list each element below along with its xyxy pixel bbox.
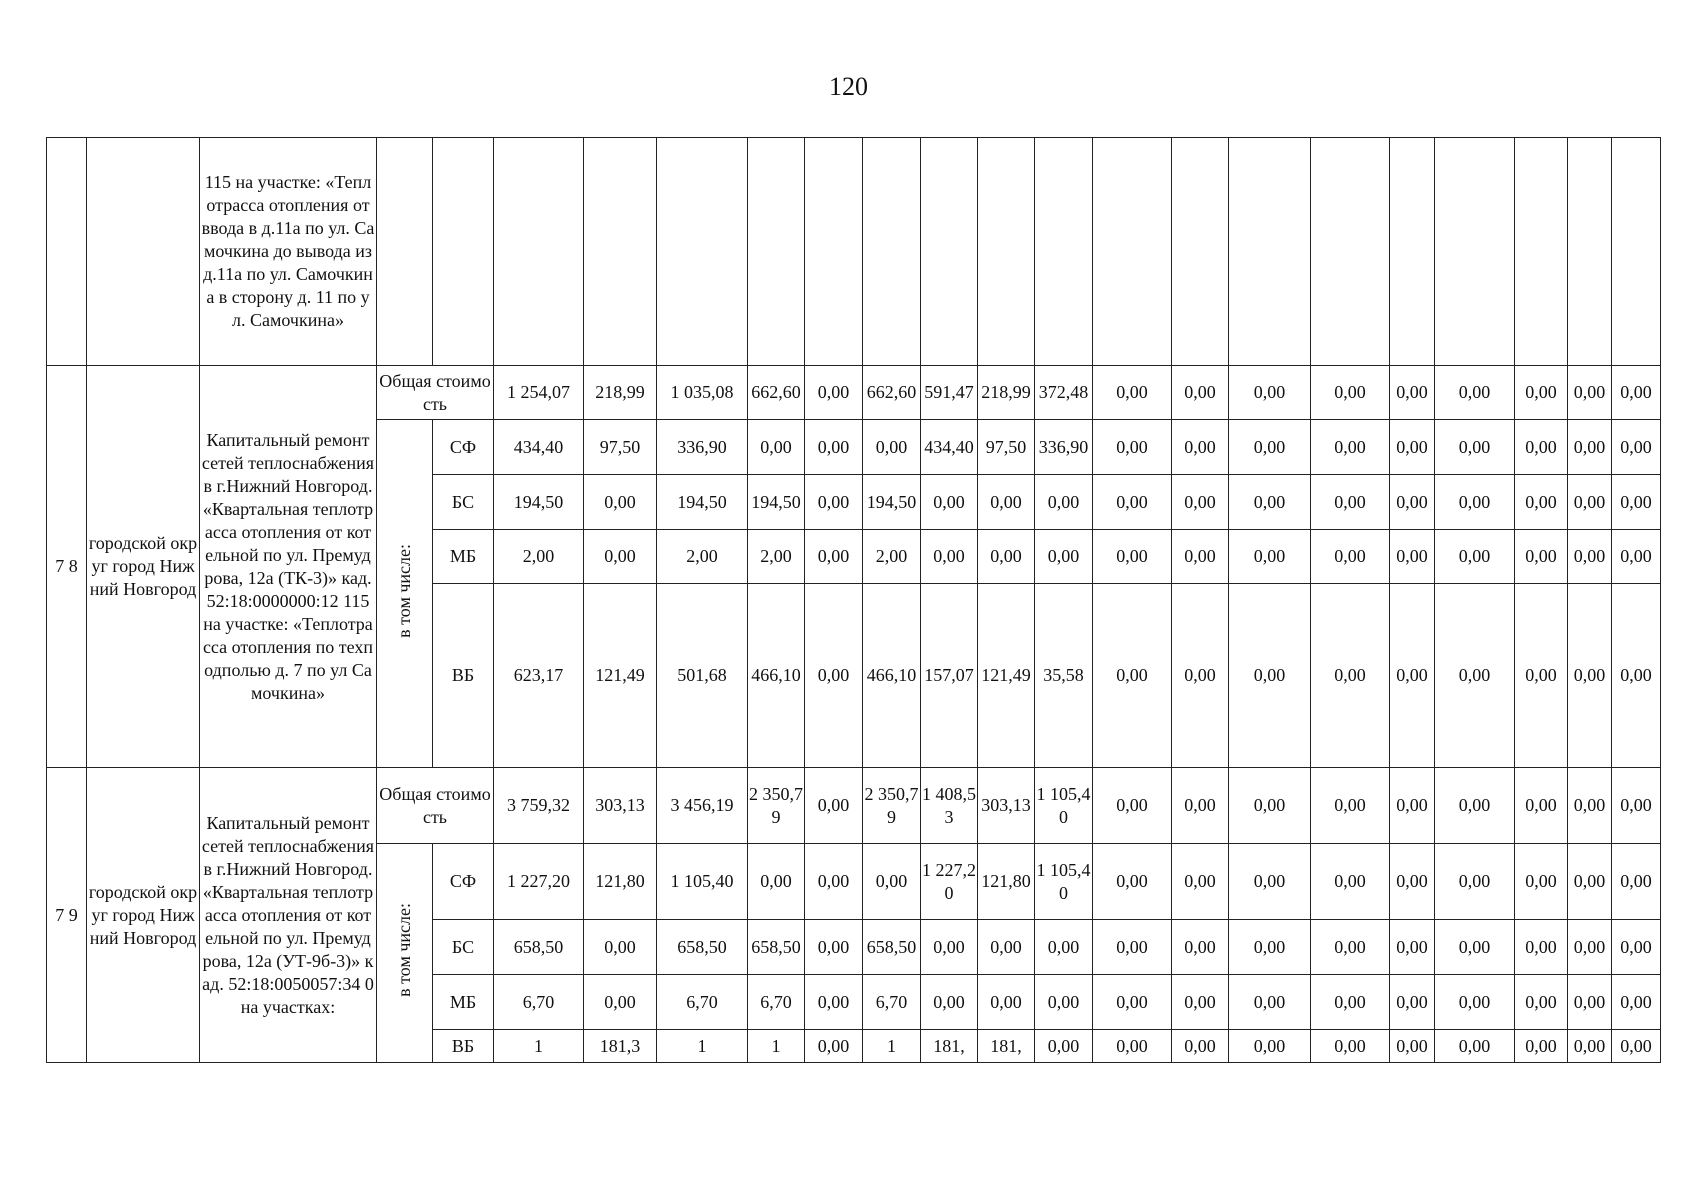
value-cell: 0,00 — [805, 530, 863, 584]
value-cell: 0,00 — [1093, 920, 1172, 975]
value-cell: 0,00 — [1435, 920, 1515, 975]
value-cell: 0,00 — [1435, 366, 1515, 420]
value-cell: 1 — [494, 1030, 584, 1063]
value-cell: 0,00 — [805, 584, 863, 768]
object-description: Капитальный ремонт сетей теплоснабжения в г.Нижний Новгород. «Квартальная теплотрасса отопления от котельной по ул. Премудрова, 12а (УТ-9б-3)» кад. 52:18:0050057:34 0 на участках: — [200, 768, 377, 1063]
value-cell: 0,00 — [1311, 366, 1390, 420]
value-cell: 0,00 — [1172, 975, 1229, 1030]
empty-cell — [863, 138, 921, 366]
value-cell: 0,00 — [1035, 975, 1093, 1030]
value-cell: 3 456,19 — [657, 768, 748, 844]
value-cell: 0,00 — [1390, 584, 1435, 768]
value-cell: 2 350,79 — [748, 768, 805, 844]
value-cell: 0,00 — [748, 844, 805, 920]
value-cell: 0,00 — [584, 530, 657, 584]
empty-cell — [978, 138, 1035, 366]
value-cell: 0,00 — [1229, 584, 1311, 768]
value-cell: 662,60 — [748, 366, 805, 420]
total-label: Общая стоимость — [377, 768, 494, 844]
value-cell: 0,00 — [1515, 975, 1568, 1030]
value-cell: 0,00 — [1172, 768, 1229, 844]
value-cell: 372,48 — [1035, 366, 1093, 420]
value-cell: 3 759,32 — [494, 768, 584, 844]
value-cell: 0,00 — [1435, 584, 1515, 768]
value-cell: 181, — [978, 1030, 1035, 1063]
value-cell: 434,40 — [921, 420, 978, 475]
value-cell: 303,13 — [978, 768, 1035, 844]
value-cell: 0,00 — [1390, 844, 1435, 920]
value-cell: 0,00 — [1390, 768, 1435, 844]
object-description: 115 на участке: «Теплотрасса отопления от ввода в д.11а по ул. Самочкина до вывода из д.11а по ул. Самочкина в сторону д. 11 по ул. Самочкина» — [200, 138, 377, 366]
value-cell: 0,00 — [1172, 920, 1229, 975]
value-cell: 35,58 — [1035, 584, 1093, 768]
value-cell: 0,00 — [1229, 844, 1311, 920]
value-cell: 0,00 — [921, 530, 978, 584]
value-cell: 1 227,20 — [921, 844, 978, 920]
value-cell: 0,00 — [1093, 530, 1172, 584]
funding-table — [46, 137, 1661, 1063]
value-cell: 0,00 — [1093, 475, 1172, 530]
table-row-total — [47, 768, 1661, 844]
empty-cell — [805, 138, 863, 366]
value-cell: 0,00 — [921, 920, 978, 975]
value-cell: 1 105,40 — [1035, 768, 1093, 844]
value-cell: 0,00 — [1311, 420, 1390, 475]
value-cell: 194,50 — [494, 475, 584, 530]
row-number — [47, 138, 87, 366]
value-cell: 0,00 — [1311, 584, 1390, 768]
source-code: СФ — [433, 420, 494, 475]
value-cell: 0,00 — [1172, 366, 1229, 420]
empty-cell — [1390, 138, 1435, 366]
value-cell: 0,00 — [748, 420, 805, 475]
value-cell: 0,00 — [1612, 584, 1661, 768]
value-cell: 0,00 — [1093, 975, 1172, 1030]
value-cell: 0,00 — [1311, 475, 1390, 530]
empty-cell — [921, 138, 978, 366]
value-cell: 0,00 — [1435, 475, 1515, 530]
row-number: 7 9 — [47, 768, 87, 1063]
empty-cell — [1311, 138, 1390, 366]
value-cell: 0,00 — [1612, 530, 1661, 584]
empty-cell — [1035, 138, 1093, 366]
value-cell: 194,50 — [748, 475, 805, 530]
value-cell: 0,00 — [1435, 420, 1515, 475]
table-row-total — [47, 366, 1661, 420]
value-cell: 501,68 — [657, 584, 748, 768]
value-cell: 0,00 — [1093, 584, 1172, 768]
source-code: БС — [433, 920, 494, 975]
empty-cell — [1229, 138, 1311, 366]
value-cell: 1 408,53 — [921, 768, 978, 844]
empty-cell — [1093, 138, 1172, 366]
value-cell: 0,00 — [1435, 530, 1515, 584]
value-cell: 1 — [657, 1030, 748, 1063]
value-cell: 0,00 — [978, 920, 1035, 975]
value-cell: 0,00 — [805, 844, 863, 920]
value-cell: 0,00 — [1515, 920, 1568, 975]
value-cell: 0,00 — [1172, 844, 1229, 920]
value-cell: 2,00 — [748, 530, 805, 584]
empty-cell — [1568, 138, 1612, 366]
value-cell: 0,00 — [1390, 420, 1435, 475]
value-cell: 0,00 — [805, 475, 863, 530]
value-cell: 0,00 — [978, 475, 1035, 530]
source-code: ВБ — [433, 1030, 494, 1063]
value-cell: 0,00 — [805, 420, 863, 475]
empty-cell — [748, 138, 805, 366]
source-code: МБ — [433, 530, 494, 584]
value-cell: 466,10 — [863, 584, 921, 768]
value-cell: 0,00 — [584, 975, 657, 1030]
value-cell: 0,00 — [1435, 768, 1515, 844]
value-cell: 157,07 — [921, 584, 978, 768]
value-cell: 0,00 — [1612, 975, 1661, 1030]
value-cell: 0,00 — [1515, 530, 1568, 584]
value-cell: 0,00 — [1568, 844, 1612, 920]
value-cell: 0,00 — [1515, 844, 1568, 920]
value-cell: 0,00 — [584, 475, 657, 530]
value-cell: 0,00 — [1390, 475, 1435, 530]
value-cell: 434,40 — [494, 420, 584, 475]
value-cell: 0,00 — [1035, 920, 1093, 975]
value-cell: 6,70 — [863, 975, 921, 1030]
value-cell: 0,00 — [1093, 366, 1172, 420]
value-cell: 0,00 — [1390, 530, 1435, 584]
value-cell: 0,00 — [1390, 975, 1435, 1030]
value-cell: 0,00 — [978, 975, 1035, 1030]
value-cell: 0,00 — [1035, 1030, 1093, 1063]
value-cell: 303,13 — [584, 768, 657, 844]
value-cell: 6,70 — [494, 975, 584, 1030]
value-cell: 2 350,79 — [863, 768, 921, 844]
value-cell: 0,00 — [1311, 975, 1390, 1030]
empty-cell — [1515, 138, 1568, 366]
value-cell: 97,50 — [584, 420, 657, 475]
value-cell: 0,00 — [805, 366, 863, 420]
value-cell: 662,60 — [863, 366, 921, 420]
value-cell: 0,00 — [1612, 1030, 1661, 1063]
source-code: МБ — [433, 975, 494, 1030]
value-cell: 0,00 — [1568, 975, 1612, 1030]
value-cell: 0,00 — [1311, 844, 1390, 920]
value-cell: 336,90 — [1035, 420, 1093, 475]
value-cell: 0,00 — [1172, 420, 1229, 475]
municipality — [87, 138, 200, 366]
value-cell: 0,00 — [1612, 844, 1661, 920]
value-cell: 0,00 — [1229, 420, 1311, 475]
value-cell: 0,00 — [1390, 920, 1435, 975]
value-cell: 0,00 — [1568, 768, 1612, 844]
value-cell: 0,00 — [805, 1030, 863, 1063]
value-cell: 0,00 — [1390, 366, 1435, 420]
empty-cell — [657, 138, 748, 366]
value-cell: 0,00 — [1311, 768, 1390, 844]
value-cell: 0,00 — [1515, 768, 1568, 844]
value-cell: 1 254,07 — [494, 366, 584, 420]
value-cell: 0,00 — [1612, 366, 1661, 420]
empty-cell — [494, 138, 584, 366]
group-label-cell — [377, 844, 433, 1063]
value-cell: 194,50 — [657, 475, 748, 530]
value-cell: 0,00 — [1093, 1030, 1172, 1063]
value-cell: 97,50 — [978, 420, 1035, 475]
value-cell: 0,00 — [1172, 584, 1229, 768]
value-cell: 2,00 — [494, 530, 584, 584]
source-code: СФ — [433, 844, 494, 920]
value-cell: 0,00 — [1311, 1030, 1390, 1063]
value-cell: 0,00 — [1172, 475, 1229, 530]
empty-cell — [584, 138, 657, 366]
value-cell: 0,00 — [1568, 1030, 1612, 1063]
empty-cell — [377, 138, 433, 366]
value-cell: 0,00 — [1311, 530, 1390, 584]
group-label-cell — [377, 420, 433, 768]
municipality: городской округ город Нижний Новгород — [87, 768, 200, 1063]
municipality: городской округ город Нижний Новгород — [87, 366, 200, 768]
value-cell: 0,00 — [978, 530, 1035, 584]
value-cell: 0,00 — [1612, 475, 1661, 530]
value-cell: 1 227,20 — [494, 844, 584, 920]
value-cell: 0,00 — [863, 420, 921, 475]
value-cell: 0,00 — [1093, 768, 1172, 844]
value-cell: 0,00 — [1515, 420, 1568, 475]
value-cell: 0,00 — [1229, 920, 1311, 975]
group-label: в том числе: — [394, 903, 414, 997]
empty-cell — [1612, 138, 1661, 366]
value-cell: 336,90 — [657, 420, 748, 475]
empty-cell — [433, 138, 494, 366]
table-row — [47, 138, 1661, 366]
value-cell: 121,80 — [584, 844, 657, 920]
value-cell: 0,00 — [921, 475, 978, 530]
row-number: 7 8 — [47, 366, 87, 768]
value-cell: 181, — [921, 1030, 978, 1063]
empty-cell — [1172, 138, 1229, 366]
value-cell: 0,00 — [1568, 366, 1612, 420]
value-cell: 0,00 — [1390, 1030, 1435, 1063]
value-cell: 0,00 — [1612, 420, 1661, 475]
value-cell: 121,49 — [584, 584, 657, 768]
value-cell: 1 — [863, 1030, 921, 1063]
value-cell: 194,50 — [863, 475, 921, 530]
value-cell: 466,10 — [748, 584, 805, 768]
value-cell: 0,00 — [1435, 975, 1515, 1030]
value-cell: 218,99 — [978, 366, 1035, 420]
value-cell: 0,00 — [1515, 366, 1568, 420]
value-cell: 0,00 — [1093, 844, 1172, 920]
value-cell: 0,00 — [1568, 530, 1612, 584]
value-cell: 0,00 — [1229, 1030, 1311, 1063]
value-cell: 1 — [748, 1030, 805, 1063]
value-cell: 658,50 — [863, 920, 921, 975]
value-cell: 0,00 — [1568, 920, 1612, 975]
value-cell: 0,00 — [1035, 530, 1093, 584]
value-cell: 121,80 — [978, 844, 1035, 920]
value-cell: 0,00 — [1515, 584, 1568, 768]
value-cell: 0,00 — [1311, 920, 1390, 975]
source-code: ВБ — [433, 584, 494, 768]
group-label: в том числе: — [394, 543, 414, 638]
value-cell: 0,00 — [1035, 475, 1093, 530]
source-code: БС — [433, 475, 494, 530]
value-cell: 1 035,08 — [657, 366, 748, 420]
value-cell: 2,00 — [863, 530, 921, 584]
value-cell: 0,00 — [1568, 475, 1612, 530]
value-cell: 1 105,40 — [1035, 844, 1093, 920]
value-cell: 0,00 — [805, 920, 863, 975]
value-cell: 0,00 — [805, 768, 863, 844]
value-cell: 0,00 — [1229, 366, 1311, 420]
value-cell: 0,00 — [584, 920, 657, 975]
value-cell: 2,00 — [657, 530, 748, 584]
value-cell: 0,00 — [1612, 768, 1661, 844]
value-cell: 0,00 — [1229, 475, 1311, 530]
value-cell: 0,00 — [1435, 1030, 1515, 1063]
value-cell: 0,00 — [1093, 420, 1172, 475]
value-cell: 0,00 — [1229, 530, 1311, 584]
value-cell: 6,70 — [748, 975, 805, 1030]
value-cell: 1 105,40 — [657, 844, 748, 920]
value-cell: 0,00 — [1515, 1030, 1568, 1063]
page-number: 120 — [829, 72, 868, 101]
total-label: Общая стоимость — [377, 366, 494, 420]
value-cell: 0,00 — [1229, 768, 1311, 844]
value-cell: 0,00 — [863, 844, 921, 920]
value-cell: 0,00 — [1172, 530, 1229, 584]
value-cell: 218,99 — [584, 366, 657, 420]
value-cell: 623,17 — [494, 584, 584, 768]
value-cell: 0,00 — [921, 975, 978, 1030]
empty-cell — [1435, 138, 1515, 366]
value-cell: 121,49 — [978, 584, 1035, 768]
value-cell: 658,50 — [748, 920, 805, 975]
value-cell: 0,00 — [1515, 475, 1568, 530]
value-cell: 6,70 — [657, 975, 748, 1030]
value-cell: 658,50 — [494, 920, 584, 975]
value-cell: 658,50 — [657, 920, 748, 975]
value-cell: 0,00 — [1229, 975, 1311, 1030]
value-cell: 0,00 — [1568, 420, 1612, 475]
value-cell: 0,00 — [1612, 920, 1661, 975]
value-cell: 591,47 — [921, 366, 978, 420]
value-cell: 181,3 — [584, 1030, 657, 1063]
value-cell: 0,00 — [1435, 844, 1515, 920]
value-cell: 0,00 — [805, 975, 863, 1030]
value-cell: 0,00 — [1172, 1030, 1229, 1063]
object-description: Капитальный ремонт сетей теплоснабжения в г.Нижний Новгород. «Квартальная теплотрасса отопления от котельной по ул. Премудрова, 12а (ТК-3)» кад. 52:18:0000000:12 115 на участке: «Теплотрасса отопления по техподполью д. 7 по ул Самочкина» — [200, 366, 377, 768]
value-cell: 0,00 — [1568, 584, 1612, 768]
